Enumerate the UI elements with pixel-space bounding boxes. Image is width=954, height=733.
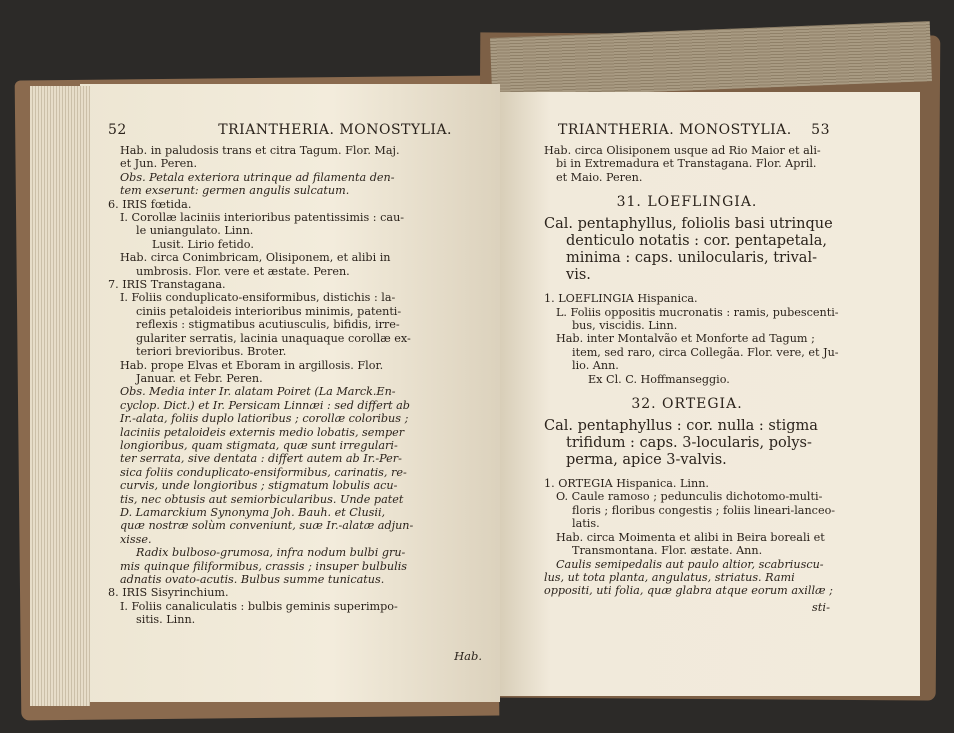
- text-line: le uniangulato. Linn.: [136, 224, 254, 238]
- text-line: gulariter serratis, lacinia unaquaque corollæ ex-: [136, 331, 411, 345]
- text-line: quæ nostræ solùm conveniunt, suæ Ir.-alatæ adjun-: [120, 519, 414, 533]
- left-page-body: [108, 144, 482, 627]
- text-line: minima : caps. unilocularis, trival-: [566, 250, 817, 267]
- text-line: Obs. Media inter Ir. alatam Poiret (La Marck.En-: [120, 385, 396, 399]
- text-line: Ir.-alata, foliis duplo latioribus ; corollæ coloribus ;: [120, 412, 409, 426]
- right-catchword: sti-: [811, 599, 830, 614]
- text-line: Hab. circa Olisiponem usque ad Rio Maior et ali-: [544, 144, 821, 157]
- text-line: latis.: [572, 517, 600, 531]
- text-line: Cal. pentaphyllus, foliolis basi utrinque: [544, 216, 833, 233]
- text-line: Hab. in paludosis trans et citra Tagum. Flor. Maj.: [120, 144, 400, 157]
- text-line: 8. IRIS Sisyrinchium.: [108, 586, 229, 600]
- text-line: Hab. circa Conimbricam, Olisiponem, et alibi in: [120, 251, 391, 265]
- text-line: Hab. prope Elvas et Eboram in argillosis. Flor.: [120, 358, 384, 372]
- left-catchword: Hab.: [454, 648, 482, 663]
- text-line: O. Caule ramoso ; pedunculis dichotomo-multi-: [556, 490, 823, 504]
- text-line: lus, ut tota planta, angulatus, striatus. Rami: [544, 570, 795, 584]
- text-line: ter serrata, sive dentata : differt autem ab Ir.-Per-: [120, 452, 402, 466]
- text-line: Lusit. Lirio fetido.: [152, 237, 254, 251]
- text-line: bus, viscidis. Linn.: [572, 319, 678, 333]
- text-line: perma, apice 3-valvis.: [566, 452, 727, 469]
- text-line: oppositi, uti folia, quæ glabra atque eorum axillæ ;: [544, 584, 833, 598]
- text-line: 6. IRIS fœtida.: [108, 197, 192, 211]
- text-line: Ex Cl. C. Hoffmanseggio.: [588, 372, 730, 386]
- text-line: vis.: [566, 267, 591, 284]
- text-line: tem exserunt: germen angulis sulcatum.: [120, 184, 350, 198]
- text-line: Hab. inter Montalvão et Monforte ad Tagum ;: [556, 332, 815, 346]
- text-line: sitis. Linn.: [136, 613, 196, 627]
- text-line: curvis, unde longioribus ; stigmatum lobulis acu-: [120, 479, 398, 493]
- text-line: ciniis petaloideis interioribus minimis, patenti-: [136, 304, 402, 318]
- text-line: floris ; floribus congestis ; foliis lineari-lanceo-: [572, 503, 836, 517]
- text-line: mis quinque filiformibus, crassis ; insuper bulbulis: [120, 559, 408, 573]
- text-line: longioribus, quam stigmata, quæ sunt irregulari-: [120, 438, 398, 452]
- text-line: D. Lamarckium Synonyma Joh. Bauh. et Clusii,: [120, 505, 386, 519]
- left-page: [80, 84, 500, 702]
- text-line: et Jun. Peren.: [120, 157, 198, 171]
- right-running-title: TRIANTHERIA. MONOSTYLIA.: [558, 122, 792, 138]
- genus-heading-loeflingia: 31. LOEFLINGIA.: [616, 194, 758, 211]
- right-page-number: 53: [811, 122, 830, 138]
- text-line: bi in Extremadura et Transtagana. Flor. April.: [556, 157, 817, 171]
- text-line: trifidum : caps. 3-locularis, polys-: [566, 435, 812, 452]
- text-line: sica foliis conduplicato-ensiformibus, carinatis, re-: [120, 465, 407, 479]
- text-line: I. Corollæ laciniis interioribus patentissimis : cau-: [120, 211, 405, 225]
- text-line: reflexis : stigmatibus acutiusculis, bifidis, irre-: [136, 318, 400, 332]
- text-line: Transmontana. Flor. æstate. Ann.: [572, 544, 763, 558]
- text-line: cyclop. Dict.) et Ir. Persicam Linnæi : sed differt ab: [120, 398, 410, 412]
- text-line: Januar. et Febr. Peren.: [136, 371, 263, 385]
- text-line: adnatis ovato-acutis. Bulbus summe tunicatus.: [120, 573, 385, 586]
- left-page-number: 52: [108, 122, 127, 138]
- text-line: Caulis semipedalis aut paulo altior, scabriuscu-: [556, 557, 824, 571]
- text-line: Hab. circa Moimenta et alibi in Beira boreali et: [556, 530, 825, 544]
- text-line: 1. ORTEGIA Hispanica. Linn.: [544, 477, 709, 491]
- ortegia-species: [544, 477, 836, 598]
- loeflingia-character: [544, 216, 833, 284]
- text-line: xisse.: [120, 532, 152, 546]
- text-line: I. Foliis conduplicato-ensiformibus, distichis : la-: [120, 291, 396, 305]
- left-running-head: [108, 122, 482, 138]
- text-line: umbrosis. Flor. vere et æstate. Peren.: [136, 264, 350, 278]
- ortegia-character: [544, 418, 830, 469]
- text-line: I. Foliis canaliculatis : bulbis geminis superimpo-: [120, 599, 398, 613]
- text-line: et Maio. Peren.: [556, 170, 643, 184]
- left-running-title: TRIANTHERIA. MONOSTYLIA.: [218, 122, 452, 138]
- text-line: Cal. pentaphyllus : cor. nulla : stigma: [544, 418, 818, 435]
- text-line: laciniis petaloideis externis medio lobatis, semper: [120, 425, 405, 439]
- text-line: teriori brevioribus. Broter.: [136, 345, 287, 359]
- text-line: L. Foliis oppositis mucronatis : ramis, pubescenti-: [556, 305, 839, 319]
- right-page: [500, 92, 920, 696]
- text-line: denticulo notatis : cor. pentapetala,: [566, 233, 827, 250]
- text-line: Radix bulboso-grumosa, infra nodum bulbi gru-: [136, 546, 406, 560]
- genus-heading-ortegia: 32. ORTEGIA.: [631, 396, 743, 413]
- text-line: lio. Ann.: [572, 359, 619, 373]
- text-line: Obs. Petala exteriora utrinque ad filamenta den-: [120, 170, 395, 184]
- text-line: 1. LOEFLINGIA Hispanica.: [544, 292, 698, 306]
- text-line: tis, nec obtusis aut semiorbicularibus. Unde patet: [120, 492, 404, 506]
- right-hab-top: [544, 144, 830, 184]
- text-line: item, sed raro, circa Collegãa. Flor. vere, et Ju-: [572, 345, 839, 359]
- text-line: 7. IRIS Transtagana.: [108, 278, 226, 292]
- loeflingia-species: [544, 292, 839, 386]
- page-edges-left: [30, 86, 90, 706]
- right-running-head: [544, 122, 830, 138]
